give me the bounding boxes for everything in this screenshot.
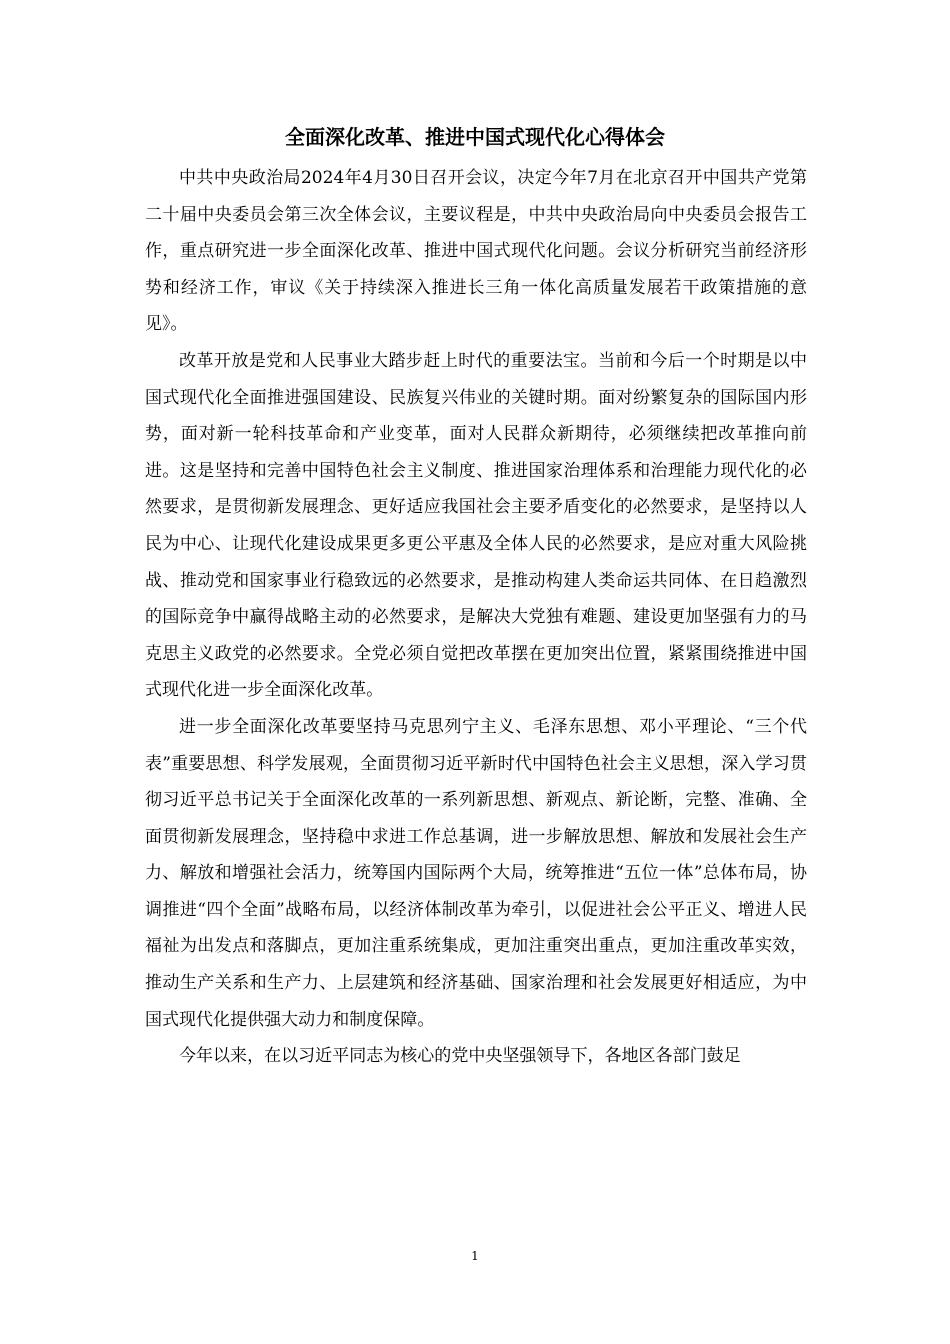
paragraph-3: 进一步全面深化改革要坚持马克思列宁主义、毛泽东思想、邓小平理论、“三个代表”重要思想、科学发展观，全面贯彻习近平新时代中国特色社会主义思想，深入学习贯彻习近平总书记关于全面深化改革的一系列新思想、新观点、新论断，完整、准确、全面贯彻新发展理念，坚持稳中求进工作总基调，进一步解放思想、解放和发展社会生产力、解放和增强社会活力，统筹国内国际两个大局，统筹推进“五位一体”总体布局，协调推进“四个全面”战略布局，以经济体制改革为牵引，以促进社会公平正义、增进人民福祉为出发点和落脚点，更加注重系统集成，更加注重突出重点，更加注重改革实效，推动生产关系和生产力、上层建筑和经济基础、国家治理和社会发展更好相适应，为中国式现代化提供强大动力和制度保障。 (145, 716, 807, 1030)
document-title: 全面深化改革、推进中国式现代化心得体会 (285, 125, 665, 149)
paragraph-2: 改革开放是党和人民事业大踏步赶上时代的重要法宝。当前和今后一个时期是以中国式现代化全面推进强国建设、民族复兴伟业的关键时期。面对纷繁复杂的国际国内形势，面对新一轮科技革命和产业变革，面对人民群众新期待，必须继续把改革推向前进。这是坚持和完善中国特色社会主义制度、推进国家治理体系和治理能力现代化的必然要求，是贯彻新发展理念、更好适应我国社会主要矛盾变化的必然要求，是坚持以人民为中心、让现代化建设成果更多更公平惠及全体人民的必然要求，是应对重大风险挑战、推动党和国家事业行稳致远的必然要求，是推动构建人类命运共同体、在日趋激烈的国际竞争中赢得战略主动的必然要求，是解决大党独有难题、建设更加坚强有力的马克思主义政党的必然要求。全党必须自觉把改革摆在更加突出位置，紧紧围绕推进中国式现代化进一步全面深化改革。 (145, 350, 807, 701)
document-body (145, 160, 807, 1075)
page-number: 1 (471, 1249, 479, 1263)
paragraph-4: 今年以来，在以习近平同志为核心的党中央坚强领导下，各地区各部门鼓足 (179, 1046, 741, 1067)
paragraph-1: 中共中央政治局2024年4月30日召开会议，决定今年7月在北京召开中国共产党第二十届中央委员会第三次全体会议，主要议程是，中共中央政治局向中央委员会报告工作，重点研究进一步全面深化改革、推进中国式现代化问题。会议分析研究当前经济形势和经济工作，审议《关于持续深入推进长三角一体化高质量发展若干政策措施的意见》。 (145, 168, 807, 335)
